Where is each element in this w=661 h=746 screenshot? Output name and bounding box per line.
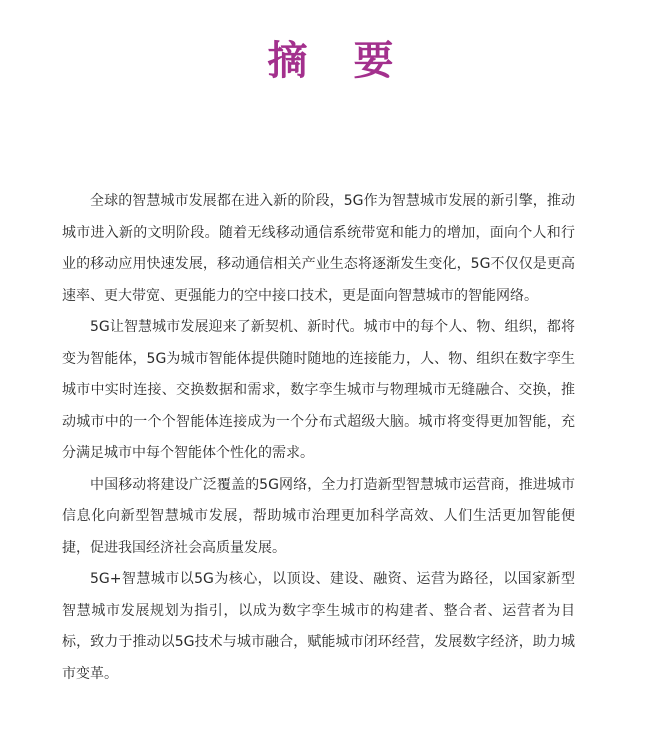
paragraph-2: 5G让智慧城市发展迎来了新契机、新时代。城市中的每个人、物、组织，都将变为智能体，5G为城市智能体提供随时随地的连接能力，人、物、组织在数字孪生城市中实时连接、交换数据和需求，数字孪生城市与物理城市无缝融合、交换，推动城市中的一个个智能体连接成为一个分布式超级大脑。城市将变得更加智能，充分满足城市中每个智能体个性化的需求。 bbox=[62, 319, 575, 461]
abstract-body bbox=[62, 186, 575, 690]
paragraph-3: 中国移动将建设广泛覆盖的5G网络，全力打造新型智慧城市运营商，推进城市信息化向新型智慧城市发展，帮助城市治理更加科学高效、人们生活更加智能便捷，促进我国经济社会高质量发展。 bbox=[62, 476, 575, 556]
paragraph-4: 5G+智慧城市以5G为核心，以顶设、建设、融资、运营为路径，以国家新型智慧城市发展规划为指引，以成为数字孪生城市的构建者、整合者、运营者为目标，致力于推动以5G技术与城市融合，赋能城市闭环经营，发展数字经济，助力城市变革。 bbox=[62, 571, 575, 682]
page-title: 摘 要 bbox=[267, 37, 410, 84]
paragraph-1: 全球的智慧城市发展都在进入新的阶段，5G作为智慧城市发展的新引擎，推动城市进入新的文明阶段。随着无线移动通信系统带宽和能力的增加，面向个人和行业的移动应用快速发展，移动通信相关产业生态将逐渐发生变化，5G不仅仅是更高速率、更大带宽、更强能力的空中接口技术，更是面向智慧城市的智能网络。 bbox=[62, 193, 575, 304]
